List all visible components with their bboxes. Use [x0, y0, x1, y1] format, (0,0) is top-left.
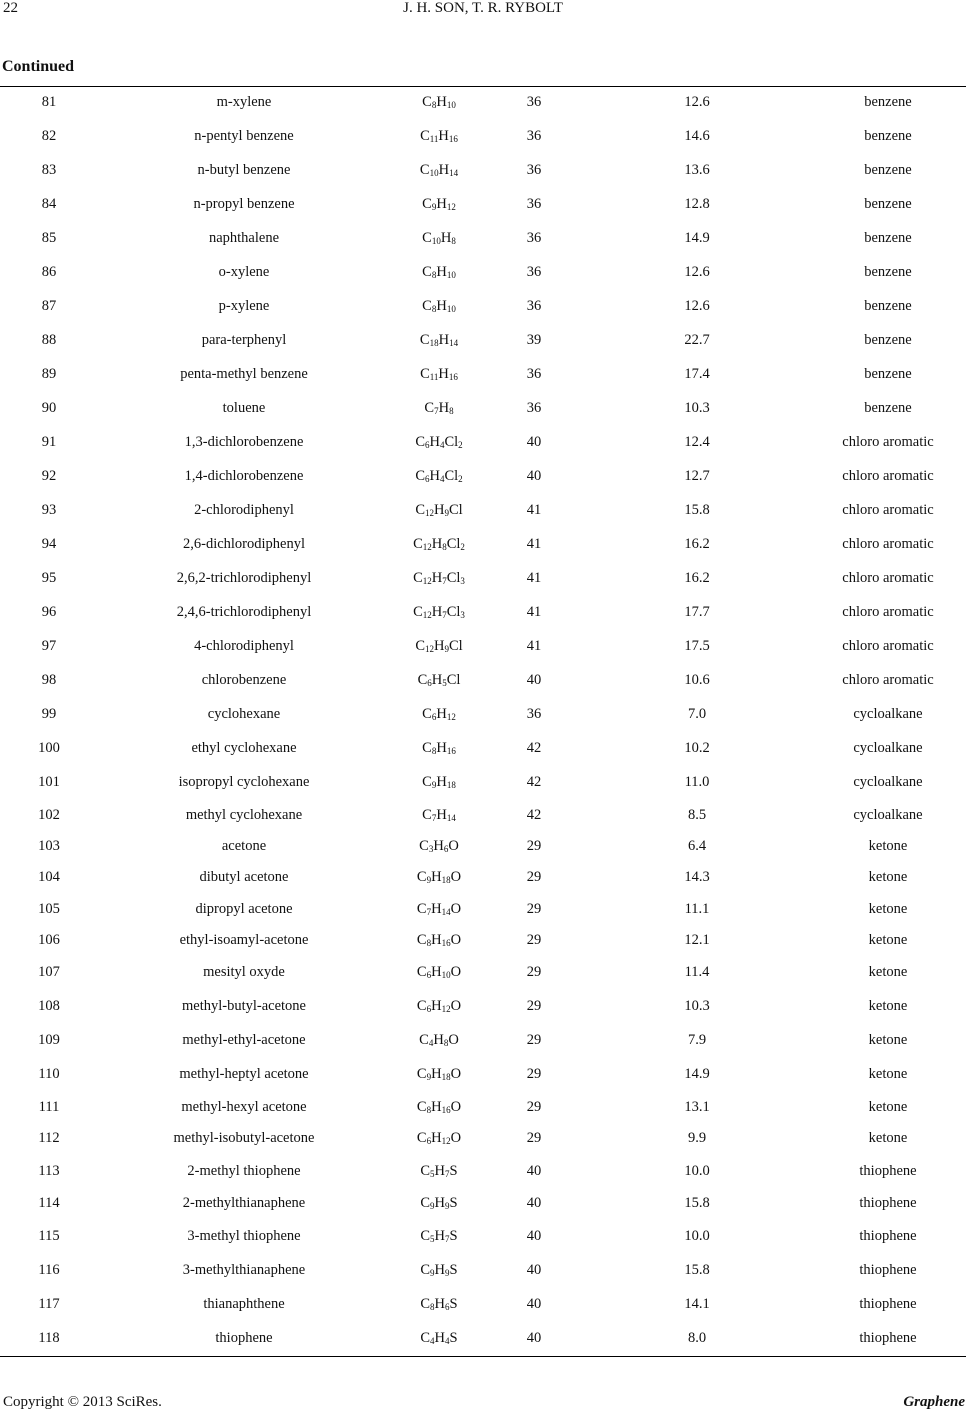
compound-name: cyclohexane [207, 706, 281, 722]
compound-name: n-butyl benzene [197, 162, 291, 178]
compound-class: thiophene [859, 1330, 917, 1346]
compound-name: methyl-hexyl acetone [181, 1099, 307, 1115]
value-column-2: 7.0 [687, 706, 707, 722]
value-column-2: 12.7 [684, 468, 710, 484]
table-row [0, 432, 966, 452]
table-row [0, 805, 966, 825]
molecular-formula: $C_4H_4S$ [420, 1330, 458, 1346]
compound-name: methyl-butyl-acetone [181, 998, 306, 1014]
compound-name: 2-methylthianaphene [182, 1195, 306, 1211]
value-column-1: 41 [526, 502, 542, 518]
compound-name: methyl-isobutyl-acetone [173, 1130, 315, 1146]
molecular-formula: $C_8H_{16}O$ [416, 932, 462, 948]
table-row [0, 772, 966, 792]
row-number: 92 [41, 468, 57, 484]
molecular-formula: $C_8H_6S$ [420, 1296, 458, 1312]
compound-name: 2,6-dichlorodiphenyl [182, 536, 306, 552]
table-row [0, 126, 966, 146]
table-row [0, 738, 966, 758]
table-row [0, 1064, 966, 1084]
compound-class: chloro aromatic [842, 604, 934, 620]
molecular-formula: $C_8H_{10}$ [422, 264, 456, 280]
value-column-1: 40 [526, 1195, 542, 1211]
molecular-formula: $C_{18}H_{14}$ [419, 332, 459, 348]
compound-name: 2-chlorodiphenyl [194, 502, 294, 518]
value-column-2: 13.6 [684, 162, 710, 178]
compound-name: 2,4,6-trichlorodiphenyl [176, 604, 312, 620]
row-number: 109 [38, 1032, 60, 1048]
value-column-1: 29 [526, 1066, 542, 1082]
row-number: 98 [41, 672, 57, 688]
compound-name: 1,4-dichlorobenzene [184, 468, 304, 484]
row-number: 83 [41, 162, 57, 178]
compound-class: chloro aromatic [842, 434, 934, 450]
value-column-1: 41 [526, 638, 542, 654]
value-column-1: 40 [526, 1296, 542, 1312]
value-column-1: 41 [526, 604, 542, 620]
row-number: 108 [38, 998, 60, 1014]
compound-class: ketone [868, 932, 908, 948]
value-column-1: 39 [526, 332, 542, 348]
compound-class: thiophene [859, 1296, 917, 1312]
value-column-1: 40 [526, 434, 542, 450]
table-row [0, 296, 966, 316]
molecular-formula: $C_6H_{12}O$ [416, 998, 462, 1014]
molecular-formula: $C_{11}H_{16}$ [420, 366, 458, 382]
value-column-2: 16.2 [684, 536, 710, 552]
compound-class: ketone [868, 1130, 908, 1146]
table-row [0, 1294, 966, 1314]
molecular-formula: $C_8H_{16}O$ [416, 1099, 462, 1115]
compound-class: chloro aromatic [842, 536, 934, 552]
value-column-2: 15.8 [684, 502, 710, 518]
value-column-1: 36 [526, 196, 542, 212]
value-column-2: 10.3 [684, 400, 710, 416]
compound-name: methyl-ethyl-acetone [182, 1032, 306, 1048]
value-column-2: 9.9 [687, 1130, 707, 1146]
row-number: 93 [41, 502, 57, 518]
value-column-2: 12.6 [684, 298, 710, 314]
value-column-2: 8.5 [687, 807, 707, 823]
molecular-formula: $C_{11}H_{16}$ [420, 128, 458, 144]
compound-name: n-propyl benzene [193, 196, 295, 212]
value-column-2: 14.9 [684, 1066, 710, 1082]
value-column-2: 11.4 [684, 964, 710, 980]
value-column-2: 12.4 [684, 434, 710, 450]
compound-name: 3-methyl thiophene [187, 1228, 301, 1244]
compound-name: chlorobenzene [201, 672, 287, 688]
value-column-1: 40 [526, 1262, 542, 1278]
row-number: 112 [38, 1130, 60, 1146]
value-column-2: 12.1 [684, 932, 710, 948]
table-row [0, 1161, 966, 1181]
compound-name: para-terphenyl [201, 332, 287, 348]
value-column-1: 40 [526, 672, 542, 688]
value-column-1: 36 [526, 366, 542, 382]
value-column-1: 36 [526, 706, 542, 722]
table-row [0, 330, 966, 350]
compound-name: m-xylene [216, 94, 272, 110]
row-number: 111 [38, 1099, 60, 1115]
value-column-2: 10.2 [684, 740, 710, 756]
compound-class: benzene [864, 366, 912, 382]
row-number: 85 [41, 230, 57, 246]
molecular-formula: $C_5H_7S$ [420, 1163, 458, 1179]
compound-name: acetone [221, 838, 267, 854]
value-column-2: 13.1 [684, 1099, 710, 1115]
value-column-2: 12.6 [684, 264, 710, 280]
row-number: 117 [38, 1296, 60, 1312]
molecular-formula: $C_6H_4Cl_2$ [415, 434, 463, 450]
value-column-2: 11.0 [684, 774, 710, 790]
value-column-1: 40 [526, 1330, 542, 1346]
value-column-1: 36 [526, 94, 542, 110]
value-column-2: 15.8 [684, 1195, 710, 1211]
molecular-formula: $C_6H_{12}$ [422, 706, 456, 722]
compound-class: ketone [868, 998, 908, 1014]
compound-class: cycloalkane [853, 774, 923, 790]
compound-class: benzene [864, 264, 912, 280]
molecular-formula: $C_8H_{10}$ [422, 94, 456, 110]
row-number: 100 [38, 740, 60, 756]
row-number: 90 [41, 400, 57, 416]
table-row [0, 500, 966, 520]
compound-name: thiophene [215, 1330, 273, 1346]
row-number: 97 [41, 638, 57, 654]
table-row [0, 1226, 966, 1246]
value-column-2: 8.0 [687, 1330, 707, 1346]
molecular-formula: $C_{12}H_9Cl$ [415, 502, 463, 518]
row-number: 96 [41, 604, 57, 620]
row-number: 101 [38, 774, 60, 790]
value-column-2: 6.4 [687, 838, 707, 854]
compound-class: benzene [864, 94, 912, 110]
compound-name: p-xylene [218, 298, 270, 314]
compound-name: mesityl oxyde [203, 964, 285, 980]
row-number: 81 [41, 94, 57, 110]
compound-class: thiophene [859, 1195, 917, 1211]
compound-name: methyl cyclohexane [185, 807, 303, 823]
compound-name: dipropyl acetone [195, 901, 293, 917]
value-column-2: 17.7 [684, 604, 710, 620]
value-column-2: 10.0 [684, 1163, 710, 1179]
value-column-1: 29 [526, 901, 542, 917]
footer-copyright: Copyright © 2013 SciRes. [3, 1394, 162, 1410]
compound-class: thiophene [859, 1228, 917, 1244]
compound-name: toluene [222, 400, 266, 416]
molecular-formula: $C_5H_7S$ [420, 1228, 458, 1244]
row-number: 110 [38, 1066, 60, 1082]
compound-class: ketone [868, 869, 908, 885]
compound-class: benzene [864, 230, 912, 246]
molecular-formula: $C_8H_{10}$ [422, 298, 456, 314]
value-column-2: 16.2 [684, 570, 710, 586]
compound-class: ketone [868, 901, 908, 917]
row-number: 107 [38, 964, 60, 980]
row-number: 115 [38, 1228, 60, 1244]
table-row [0, 1097, 966, 1117]
value-column-1: 36 [526, 298, 542, 314]
value-column-1: 41 [526, 536, 542, 552]
compound-class: chloro aromatic [842, 672, 934, 688]
compound-name: methyl-heptyl acetone [179, 1066, 309, 1082]
row-number: 102 [38, 807, 60, 823]
row-number: 118 [38, 1330, 60, 1346]
compound-class: benzene [864, 196, 912, 212]
row-number: 106 [38, 932, 60, 948]
table-row [0, 836, 966, 856]
table-top-rule [0, 86, 966, 87]
molecular-formula: $C_{12}H_7Cl_3$ [413, 604, 465, 620]
compound-name: dibutyl acetone [199, 869, 289, 885]
value-column-1: 29 [526, 869, 542, 885]
value-column-2: 10.0 [684, 1228, 710, 1244]
compound-class: ketone [868, 1032, 908, 1048]
value-column-2: 10.6 [684, 672, 710, 688]
compound-class: benzene [864, 332, 912, 348]
molecular-formula: $C_6H_4Cl_2$ [415, 468, 463, 484]
table-row [0, 160, 966, 180]
compound-class: chloro aromatic [842, 468, 934, 484]
row-number: 88 [41, 332, 57, 348]
running-head: J. H. SON, T. R. RYBOLT [403, 0, 563, 16]
molecular-formula: $C_3H_6O$ [419, 838, 459, 854]
compound-name: ethyl cyclohexane [191, 740, 297, 756]
molecular-formula: $C_{12}H_7Cl_3$ [413, 570, 465, 586]
table-row [0, 636, 966, 656]
value-column-2: 11.1 [684, 901, 710, 917]
table-row [0, 364, 966, 384]
compound-class: benzene [864, 298, 912, 314]
value-column-1: 40 [526, 1163, 542, 1179]
value-column-1: 41 [526, 570, 542, 586]
row-number: 84 [41, 196, 57, 212]
compound-name: isopropyl cyclohexane [178, 774, 310, 790]
compound-class: chloro aromatic [842, 570, 934, 586]
compound-class: benzene [864, 400, 912, 416]
table-row [0, 962, 966, 982]
row-number: 99 [41, 706, 57, 722]
molecular-formula: $C_9H_{18}O$ [416, 1066, 462, 1082]
compound-name: naphthalene [208, 230, 280, 246]
compound-class: ketone [868, 964, 908, 980]
compound-class: cycloalkane [853, 706, 923, 722]
molecular-formula: $C_{12}H_9Cl$ [415, 638, 463, 654]
value-column-1: 40 [526, 1228, 542, 1244]
molecular-formula: $C_9H_9S$ [420, 1262, 458, 1278]
row-number: 114 [38, 1195, 60, 1211]
molecular-formula: $C_7H_8$ [424, 400, 454, 416]
value-column-2: 14.9 [684, 230, 710, 246]
value-column-1: 36 [526, 128, 542, 144]
table-row [0, 867, 966, 887]
value-column-1: 29 [526, 838, 542, 854]
value-column-1: 42 [526, 740, 542, 756]
row-number: 95 [41, 570, 57, 586]
compound-class: thiophene [859, 1163, 917, 1179]
row-number: 86 [41, 264, 57, 280]
value-column-2: 14.1 [684, 1296, 710, 1312]
molecular-formula: $C_9H_{18}$ [422, 774, 456, 790]
value-column-1: 29 [526, 932, 542, 948]
compound-name: ethyl-isoamyl-acetone [179, 932, 309, 948]
molecular-formula: $C_9H_9S$ [420, 1195, 458, 1211]
value-column-2: 17.5 [684, 638, 710, 654]
table-row [0, 568, 966, 588]
value-column-2: 17.4 [684, 366, 710, 382]
table-row [0, 466, 966, 486]
compound-class: cycloalkane [853, 807, 923, 823]
compound-name: n-pentyl benzene [194, 128, 294, 144]
row-number: 91 [41, 434, 57, 450]
table-row [0, 602, 966, 622]
row-number: 113 [38, 1163, 60, 1179]
row-number: 87 [41, 298, 57, 314]
value-column-2: 7.9 [687, 1032, 707, 1048]
molecular-formula: $C_6H_{12}O$ [416, 1130, 462, 1146]
compound-name: 3-methylthianaphene [182, 1262, 306, 1278]
value-column-2: 14.3 [684, 869, 710, 885]
table-row [0, 1030, 966, 1050]
value-column-1: 29 [526, 998, 542, 1014]
value-column-2: 15.8 [684, 1262, 710, 1278]
compound-name: penta-methyl benzene [180, 366, 308, 382]
row-number: 116 [38, 1262, 60, 1278]
value-column-1: 29 [526, 1130, 542, 1146]
molecular-formula: $C_4H_8O$ [419, 1032, 459, 1048]
table-row [0, 262, 966, 282]
molecular-formula: $C_6H_{10}O$ [416, 964, 462, 980]
page-number: 22 [3, 0, 18, 16]
row-number: 104 [38, 869, 60, 885]
value-column-2: 14.6 [684, 128, 710, 144]
row-number: 94 [41, 536, 57, 552]
value-column-1: 36 [526, 162, 542, 178]
value-column-2: 22.7 [684, 332, 710, 348]
molecular-formula: $C_{12}H_8Cl_2$ [413, 536, 465, 552]
table-row [0, 534, 966, 554]
molecular-formula: $C_7H_{14}$ [422, 807, 456, 823]
table-row [0, 398, 966, 418]
compound-class: ketone [868, 838, 908, 854]
molecular-formula: $C_{10}H_{14}$ [419, 162, 459, 178]
value-column-1: 36 [526, 264, 542, 280]
compound-class: chloro aromatic [842, 502, 934, 518]
value-column-2: 10.3 [684, 998, 710, 1014]
row-number: 103 [38, 838, 60, 854]
table-row [0, 194, 966, 214]
value-column-1: 36 [526, 230, 542, 246]
molecular-formula: $C_7H_{14}O$ [416, 901, 462, 917]
compound-name: o-xylene [218, 264, 270, 280]
compound-class: ketone [868, 1099, 908, 1115]
table-row [0, 930, 966, 950]
table-row [0, 899, 966, 919]
compound-class: chloro aromatic [842, 638, 934, 654]
table-row [0, 1128, 966, 1148]
footer-journal: Graphene [903, 1394, 965, 1410]
table-row [0, 1193, 966, 1213]
value-column-1: 42 [526, 774, 542, 790]
table-bottom-rule [0, 1356, 966, 1357]
compound-class: ketone [868, 1066, 908, 1082]
molecular-formula: $C_6H_5Cl$ [417, 672, 461, 688]
value-column-1: 42 [526, 807, 542, 823]
table-continued-label: Continued [2, 58, 75, 75]
table-row [0, 996, 966, 1016]
molecular-formula: $C_8H_{16}$ [422, 740, 456, 756]
table-row [0, 228, 966, 248]
table-row [0, 704, 966, 724]
value-column-1: 29 [526, 964, 542, 980]
table-row [0, 1260, 966, 1280]
value-column-1: 29 [526, 1032, 542, 1048]
compound-name: 2,6,2-trichlorodiphenyl [176, 570, 312, 586]
value-column-1: 36 [526, 400, 542, 416]
table-row [0, 92, 966, 112]
table-row [0, 670, 966, 690]
compound-name: 1,3-dichlorobenzene [184, 434, 304, 450]
row-number: 82 [41, 128, 57, 144]
compound-name: 2-methyl thiophene [187, 1163, 301, 1179]
molecular-formula: $C_9H_{18}O$ [416, 869, 462, 885]
compound-class: cycloalkane [853, 740, 923, 756]
compound-class: benzene [864, 162, 912, 178]
compound-class: benzene [864, 128, 912, 144]
value-column-1: 40 [526, 468, 542, 484]
value-column-2: 12.8 [684, 196, 710, 212]
row-number: 89 [41, 366, 57, 382]
compound-class: thiophene [859, 1262, 917, 1278]
value-column-2: 12.6 [684, 94, 710, 110]
row-number: 105 [38, 901, 60, 917]
compound-name: 4-chlorodiphenyl [194, 638, 294, 654]
molecular-formula: $C_{10}H_8$ [422, 230, 456, 246]
compound-name: thianaphthene [203, 1296, 285, 1312]
table-row [0, 1328, 966, 1348]
molecular-formula: $C_9H_{12}$ [422, 196, 456, 212]
value-column-1: 29 [526, 1099, 542, 1115]
